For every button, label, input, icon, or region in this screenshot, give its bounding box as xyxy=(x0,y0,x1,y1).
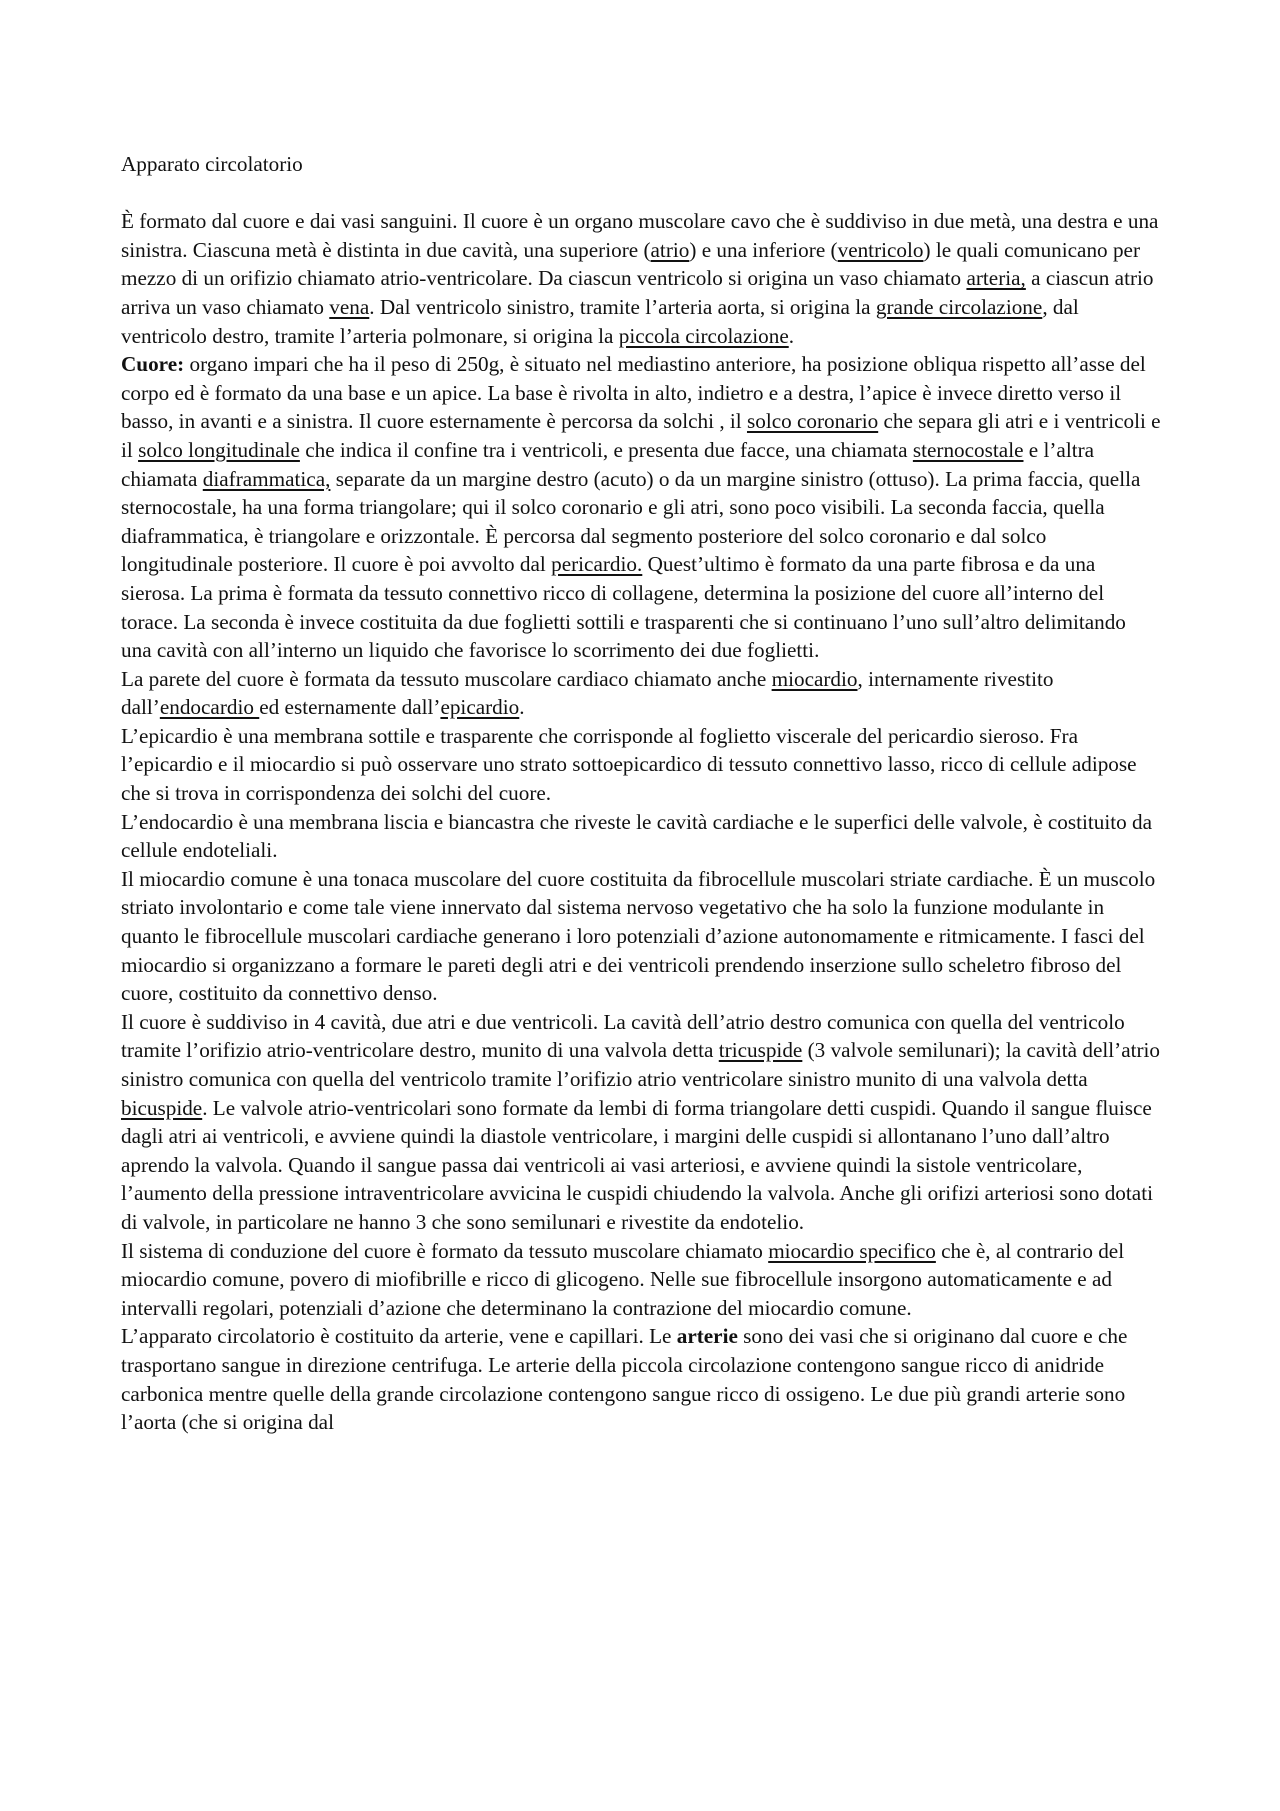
paragraph xyxy=(121,665,1161,722)
bold-term: arterie xyxy=(676,1324,738,1349)
text-run: , dal ventricolo destro, tramite l’arteria polmonare, si origina la xyxy=(121,294,1079,348)
paragraph xyxy=(121,1322,1161,1436)
text-run: . xyxy=(519,695,525,720)
text-run: Il sistema di conduzione del cuore è formato da tessuto muscolare chiamato xyxy=(121,1238,769,1263)
underlined-term: miocardio xyxy=(771,666,858,691)
text-run: che è, al contrario del miocardio comune, povero di miofibrille e ricco di glicogeno. Nelle sue fibrocellule insorgono automaticamente e ad intervalli regolari, potenziali d’azione che determinano la contrazione del miocardio comune. xyxy=(121,1238,1125,1320)
text-run: a ciascun atrio arriva un vaso chiamato xyxy=(121,266,1154,319)
underlined-term: solco longitudinale xyxy=(138,437,300,462)
underlined-term: endocardio xyxy=(159,695,260,720)
text-run: La parete del cuore è formata da tessuto muscolare cardiaco chiamato anche xyxy=(121,666,772,691)
text-run: . Le valvole atrio-ventricolari sono formate da lembi di forma triangolare detti cuspidi. Quando il sangue fluisce dagli atri ai ventricoli, e avviene quindi la diastole ventricolare, i margini delle cuspidi si allontanano l’uno dall’altro aprendo la valvola. Quando il sangue passa dai ventricoli ai vasi arteriosi, e avviene quindi la sistole ventricolare, l’aumento della pressione intraventricolare avvicina le cuspidi chiudendo la valvola. Anche gli orifizi arteriosi sono dotati di valvole, in particolare ne hanno 3 che sono semilunari e rivestite da endotelio. xyxy=(121,1095,1153,1234)
text-run: È formato dal cuore e dai vasi sanguini. Il cuore è un organo muscolare cavo che è suddiviso in due metà, una destra e una sinistra. Ciascuna metà è distinta in due cavità, una superiore ( xyxy=(121,209,1159,262)
text-run: Il miocardio comune è una tonaca muscolare del cuore costituita da fibrocellule muscolari striate cardiache. È un muscolo striato involontario e come tale viene innervato dal sistema nervoso vegetativo che ha solo la funzione modulante in quanto le fibrocellule muscolari cardiache generano i loro potenziali d’azione autonomamente e ritmicamente. I fasci del miocardio si organizzano a formare le pareti degli atri e dei ventricoli prendendo inserzione sullo scheletro fibroso del cuore, costituito da connettivo denso. xyxy=(121,866,1156,1006)
underlined-term: grande circolazione xyxy=(875,294,1043,319)
text-run: che indica il confine tra i ventricoli, e presenta due facce, una chiamata xyxy=(299,437,913,462)
document-body xyxy=(121,150,1161,1437)
underlined-term: ventricolo xyxy=(837,237,924,262)
underlined-term: tricuspide xyxy=(718,1038,803,1063)
underlined-term: solco coronario xyxy=(746,409,879,434)
text-run: , internamente rivestito dall’ xyxy=(121,666,1054,720)
underlined-term: bicuspide xyxy=(121,1095,203,1120)
paragraph xyxy=(121,350,1161,665)
text-run: L’apparato circolatorio è costituito da arterie, vene e capillari. Le xyxy=(121,1324,677,1349)
underlined-term: atrio xyxy=(650,237,690,262)
paragraph xyxy=(121,722,1161,808)
document-title: Apparato circolatorio xyxy=(121,152,303,176)
text-run: ed esternamente dall’ xyxy=(259,695,441,720)
text-run: separate da un margine destro (acuto) o da un margine sinistro (ottuso). La prima faccia, quella sternocostale, ha una forma triangolare; qui il solco coronario e gli atri, sono poco visibili. La seconda faccia, quella diaframmatica, è triangolare e orizzontale. È percorsa dal segmento posteriore del solco coronario e dal solco longitudinale posteriore. Il cuore è poi avvolto dal xyxy=(121,466,1141,577)
text-run: e l’altra chiamata xyxy=(121,437,1095,491)
paragraph xyxy=(121,808,1161,865)
paragraph xyxy=(121,1008,1161,1237)
underlined-term: sternocostale xyxy=(912,437,1024,462)
text-run: Il cuore è suddiviso in 4 cavità, due atri e due ventricoli. La cavità dell’atrio destro comunica con quella del ventricolo tramite l’orifizio atrio-ventricolare destro, munito di una valvola detta xyxy=(121,1009,1125,1063)
text-run: che separa gli atri e i ventricoli e il xyxy=(121,409,1161,462)
underlined-term: epicardio xyxy=(440,695,520,720)
text-run: (3 valvole semilunari); la cavità dell’atrio sinistro comunica con quella del ventricolo tramite l’orifizio atrio ventricolare sinistro munito di una valvola detta xyxy=(121,1038,1161,1091)
underlined-term: diaframmatica, xyxy=(202,466,331,491)
text-run: . Dal ventricolo sinistro, tramite l’arteria aorta, si origina la xyxy=(369,294,876,319)
text-run: organo impari che ha il peso di 250g, è situato nel mediastino anteriore, ha posizione obliqua rispetto all’asse del corpo ed è formato da una base e un apice. La base è rivolta in alto, indietro e a destra, l’apice è invece diretto verso il basso, in avanti e a sinistra. Il cuore esternamente è percorsa da solchi , il xyxy=(121,352,1146,434)
text-run: L’epicardio è una membrana sottile e trasparente che corrisponde al foglietto viscerale del pericardio sieroso. Fra l’epicardio e il miocardio si può osservare uno strato sottoepicardico di tessuto connettivo lasso, ricco di cellule adipose che si trova in corrispondenza dei solchi del cuore. xyxy=(121,723,1137,806)
underlined-term: piccola circolazione xyxy=(618,323,789,348)
paragraph xyxy=(121,1237,1161,1323)
text-run: ) le quali comunicano per mezzo di un orifizio chiamato atrio-ventricolare. Da ciascun ventricolo si origina un vaso chiamato xyxy=(121,237,1140,291)
paragraph-list xyxy=(121,207,1161,1437)
text-run: ) e una inferiore ( xyxy=(689,237,838,262)
underlined-term: vena xyxy=(329,294,370,319)
text-run: sono dei vasi che si originano dal cuore e che trasportano sangue in direzione centrifuga. Le arterie della piccola circolazione contengono sangue ricco di anidride carbonica mentre quelle della grande circolazione contengono sangue ricco di ossigeno. Le due più grandi arterie sono l’aorta (che si origina dal xyxy=(121,1324,1128,1435)
underlined-term: arteria, xyxy=(966,266,1026,291)
underlined-term: miocardio specifico xyxy=(768,1238,936,1263)
paragraph xyxy=(121,207,1161,350)
bold-term: Cuore: xyxy=(121,352,185,377)
paragraph xyxy=(121,865,1161,1008)
text-run: . xyxy=(788,323,795,348)
text-run: L’endocardio è una membrana liscia e biancastra che riveste le cavità cardiache e le superfici delle valvole, è costituito da cellule endoteliali. xyxy=(121,809,1153,863)
text-run: Quest’ultimo è formato da una parte fibrosa e da una sierosa. La prima è formata da tessuto connettivo ricco di collagene, determina la posizione del cuore all’interno del torace. La seconda è invece costituita da due foglietti sottili e trasparenti che si continuano l’uno sull’altro delimitando una cavità con all’interno un liquido che favorisce lo scorrimento dei due foglietti. xyxy=(121,552,1126,663)
underlined-term: pericardio. xyxy=(551,552,643,577)
